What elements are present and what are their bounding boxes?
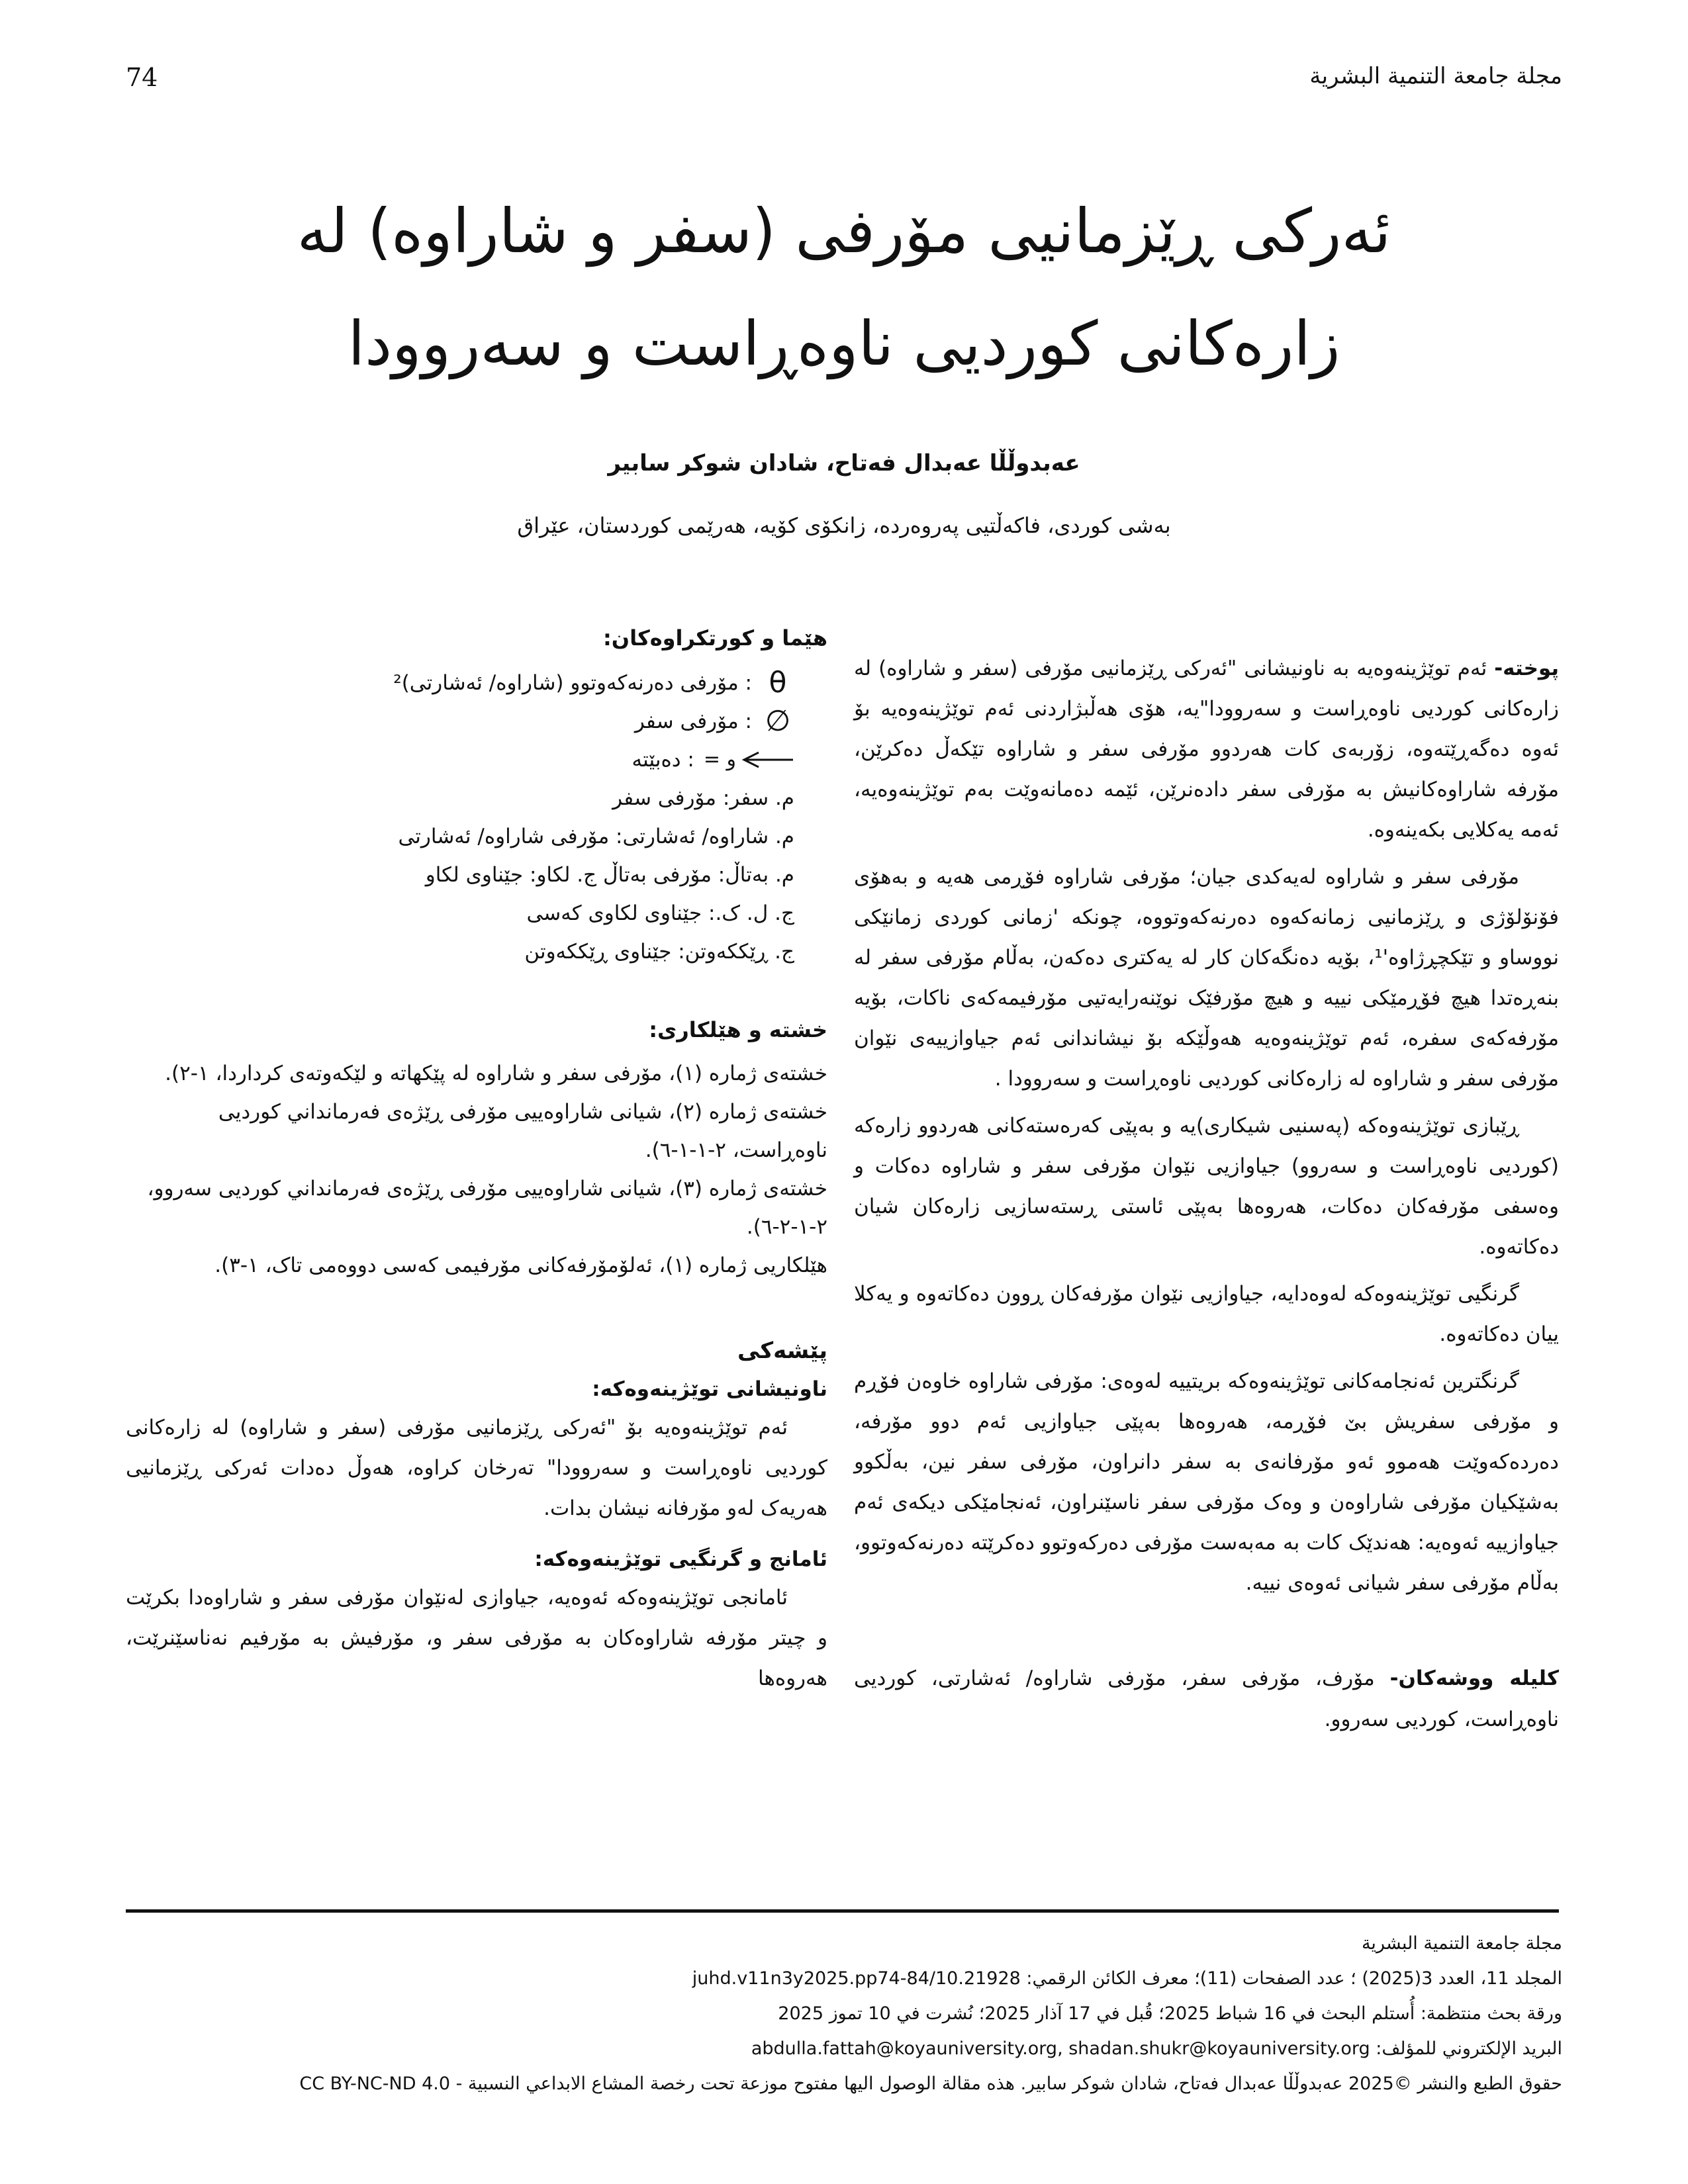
footer-divider: [126, 1909, 1559, 1913]
footer-license: حقوق الطبع والنشر ©2025 عەبدوڵڵا عەبدال فەتاح، شادان شوکر سابیر. هذه مقالة الوصول اليها مفتوح موزعة تحت رخصة المشاع الابداعي النسبية - CC BY-NC-ND 4.0: [299, 2073, 1562, 2094]
keywords: [854, 1658, 1559, 1740]
abbreviation-text: : مۆرفی دەرنەکەوتوو (شاراوە/ ئەشارتی)²: [393, 671, 752, 695]
footer-email: البريد الإلكتروني للمؤلف: abdulla.fattah@koyauniversity.org, shadan.shukr@koyauniversity.org: [751, 2038, 1562, 2059]
abbreviation-item: [126, 894, 794, 933]
article-title: [199, 175, 1489, 400]
page-number: 74: [126, 63, 158, 92]
abbreviation-item: [126, 741, 794, 779]
abstract-paragraph: [854, 649, 1559, 850]
footer-journal: مجلة جامعة التنمية البشرية: [1361, 1933, 1562, 1954]
table-item: خشتەی ژمارە (١)، مۆرفی سفر و شاراوە لە پێکهاتە و لێکەوتەی کرداردا، ١-٢).: [165, 1062, 827, 1085]
abstract-label: پوختە-: [1494, 657, 1559, 680]
author-names: عەبدوڵڵا عەبدال فەتاح، شادان شوکر سابیر: [608, 450, 1080, 477]
research-name-text: ئەم توێژینەوەیە بۆ "ئەرکی ڕێزمانیی مۆرفی (سفر و شاراوە) لە زارەکانی کوردیی ناوەڕاست و سەروودا" تەرخان کراوە، هەوڵ دەدات ئەرکی ڕێزمانیی هەریەک لەو مۆرفانە نیشان بدات.: [126, 1416, 827, 1520]
footer: [129, 1926, 1562, 2101]
abbreviation-item: [126, 856, 794, 894]
keywords-label: کلیلە ووشەکان-: [1389, 1666, 1559, 1690]
abstract-paragraph: مۆرفی سفر و شاراوە لەیەکدی جیان؛ مۆرفی شاراوە فۆڕمی هەیە و بەهۆی فۆنۆلۆژی و ڕێزمانیی زمانەکەوە دەرنەکەوتووە، چونکە 'زمانی کوردی زمانێکی نووساو و تێکچڕژاوە'¹، بۆیە دەنگەکان کار لە یەکتری دەکەن، بەڵام مۆرفی سفر لە بنەڕەتدا هیچ فۆڕمێکی نییە و هیچ مۆرفێک نوێنەرایەتیی مۆرفیمەکەی ناکات، بۆیە مۆرفەکەی سفرە، ئەم توێژینەوەیە هەوڵێکە بۆ نیشاندانی ئەم جیاوازییەی نێوان مۆرفی سفر و شاراوە لە زارەکانی کوردیی ناوەڕاست و سەروودا .: [854, 865, 1559, 1091]
abbreviation-text: ج. ڕێککەوتن: جێناوی ڕێککەوتن: [524, 940, 794, 964]
equals-symbol: = و: [703, 748, 736, 771]
theta-symbol: θ: [769, 666, 787, 700]
arrow-icon: [704, 741, 794, 779]
tables-list: [126, 1054, 827, 1285]
author-affiliation: بەشی کوردی، فاکەڵتیی پەروەردە، زانکۆی کۆیە، هەرێمی کوردستان، عێراق: [517, 513, 1171, 538]
abstract-text: ئەم توێژینەوەیە بە ناونیشانی "ئەرکی ڕێزمانیی مۆرفی (سفر و شاراوە) لە زارەکانی کوردیی ناوەڕاست و سەروودا"یە، هۆی هەڵبژاردنی ئەم توێژینەوەیە بۆ ئەوە دەگەڕێتەوە، زۆربەی کات هەردوو مۆرفی سفر و شاراوە تێکەڵ دەکرێن، مۆرفە شاراوەکانیش بە مۆرفی سفر دادەنرێن، ئێمە دەمانەوێت بەم توێژینەوەیە، ئەمە یەکلایی بکەینەوە.: [854, 657, 1559, 842]
tables-section: [126, 1017, 827, 1285]
table-item: خشتەی ژمارە (٢)، شیانی شاراوەییی مۆرفی ڕێژەی فەرمانداني کوردیی ناوەڕاست، ٢-١-١-٦).: [218, 1100, 827, 1162]
abbreviation-item: [126, 779, 794, 817]
empty-set-symbol: ∅: [765, 704, 791, 738]
abbreviation-text: : مۆرفی سفر: [634, 709, 752, 733]
abbreviation-text: م. شاراوە/ ئەشارتی: مۆرفی شاراوە/ ئەشارتی: [398, 825, 794, 848]
abbreviation-text: م. سفر: مۆرفی سفر: [612, 786, 794, 810]
introduction-section: [126, 1338, 827, 1699]
footer-volume: المجلد 11، العدد 3(2025) ؛ عدد الصفحات (11)؛ معرف الكائن الرقمي: 10.21928/juhd.v11n3y2025.pp74-84: [692, 1968, 1562, 1989]
abbreviation-text: ج. ل. ک.: جێناوی لکاوی کەسی: [526, 901, 794, 925]
keywords-text: مۆرف، مۆرفی سفر، مۆرفی شاراوە/ ئەشارتی، کوردیی ناوەڕاست، کوردیی سەروو.: [854, 1666, 1559, 1731]
tables-heading: خشتە و هێلکاری:: [649, 1017, 827, 1042]
abbreviation-text: م. بەتاڵ: مۆرفی بەتاڵ ج. لکاو: جێناوی لکاو: [425, 863, 794, 887]
abbreviation-text: : دەبێتە: [632, 748, 694, 772]
journal-header: مجلة جامعة التنمية البشرية: [1309, 63, 1562, 89]
table-item: خشتەی ژمارە (٣)، شیانی شاراوەییی مۆرفی ڕێژەی فەرمانداني کوردیی سەروو، ٢-١-٢-٦).: [147, 1177, 827, 1239]
footer-dates: ورقة بحث منتظمة: أُستلم البحث في 16 شباط 2025؛ قُبل في 17 آذار 2025؛ نُشرت في 10 تموز 2025: [778, 2003, 1562, 2024]
table-item: هێلکاریی ژمارە (١)، ئەلۆمۆرفەکانی مۆرفیمی کەسی دووەمی تاک، ١-٣).: [214, 1253, 827, 1277]
abbreviation-item: [126, 702, 794, 741]
abstract-paragraph: ڕێبازی توێژینەوەکە (پەسنیی شیکاری)یە و بەپێی کەرەستەکانی هەردوو زارەکە (کوردیی ناوەڕاست و سەروو) جیاوازیی نێوان مۆرفی سفر و شاراوە دەکات و وەسفی مۆرفەکان دەکات، هەروەها بەپێی ئاستی ڕستەسازیی زارەکان شیان دەکاتەوە.: [854, 1114, 1559, 1259]
aim-text: ئامانجی توێژینەوەکە ئەوەیە، جیاوازی لەنێوان مۆرفی سفر و شاراوەدا بکرێت و چیتر مۆرفە شاراوەکان بە مۆرفی سفر و، مۆرفیش بە مۆرفیم نەناسێنرێت، هەروەها: [126, 1586, 827, 1690]
abbreviation-item: [126, 817, 794, 856]
aim-heading: ئامانج و گرنگیی توێژینەوەکە:: [534, 1547, 827, 1571]
abstract-paragraph: گرنگیی توێژینەوەکە لەوەدایە، جیاوازیی نێوان مۆرفەکان ڕوون دەکاتەوە و یەکلا ییان دەکاتەوە.: [854, 1282, 1559, 1346]
abbreviations-list: [126, 664, 827, 971]
abbreviation-item: [126, 933, 794, 971]
title-line-2: زارەکانی کوردیی ناوەڕاست و سەروودا: [348, 308, 1340, 379]
title-line-1: ئەرکی ڕێزمانیی مۆرفی (سفر و شاراوە) لە: [297, 196, 1391, 267]
abbreviation-item: [126, 664, 794, 702]
research-name-heading: ناونیشانی توێژینەوەکە:: [592, 1377, 827, 1401]
left-column: [126, 625, 827, 1699]
introduction-title: پێشەکی: [737, 1338, 827, 1364]
abstract-paragraph: گرنگترین ئەنجامەکانی توێژینەوەکە بریتییە لەوەی: مۆرفی شاراوە خاوەن فۆڕم و مۆرفی سفریش بێ فۆڕمە، هەروەها بەپێی جیاوازیی ئەم دوو مۆرفە، دەردەکەوێت هەموو ئەو مۆرفانەی بە سفر دانراون، مۆرفی سفر نین، بەڵکوو بەشێکیان مۆرفی شاراوەن و وەک مۆرفی سفر ناسێنراون، ئەنجامێکی دیکەی ئەم جیاوازییە ئەوەیە: هەندێک کات بە مەبەست مۆرفی دەرکەوتوو دەکرێتە دەرنەکەوتوو، بەڵام مۆرفی سفر شیانی ئەوەی نییە.: [854, 1369, 1559, 1595]
abstract-column: [854, 649, 1559, 1610]
abbreviations-heading: هێما و کورتکراوەکان:: [603, 625, 827, 651]
